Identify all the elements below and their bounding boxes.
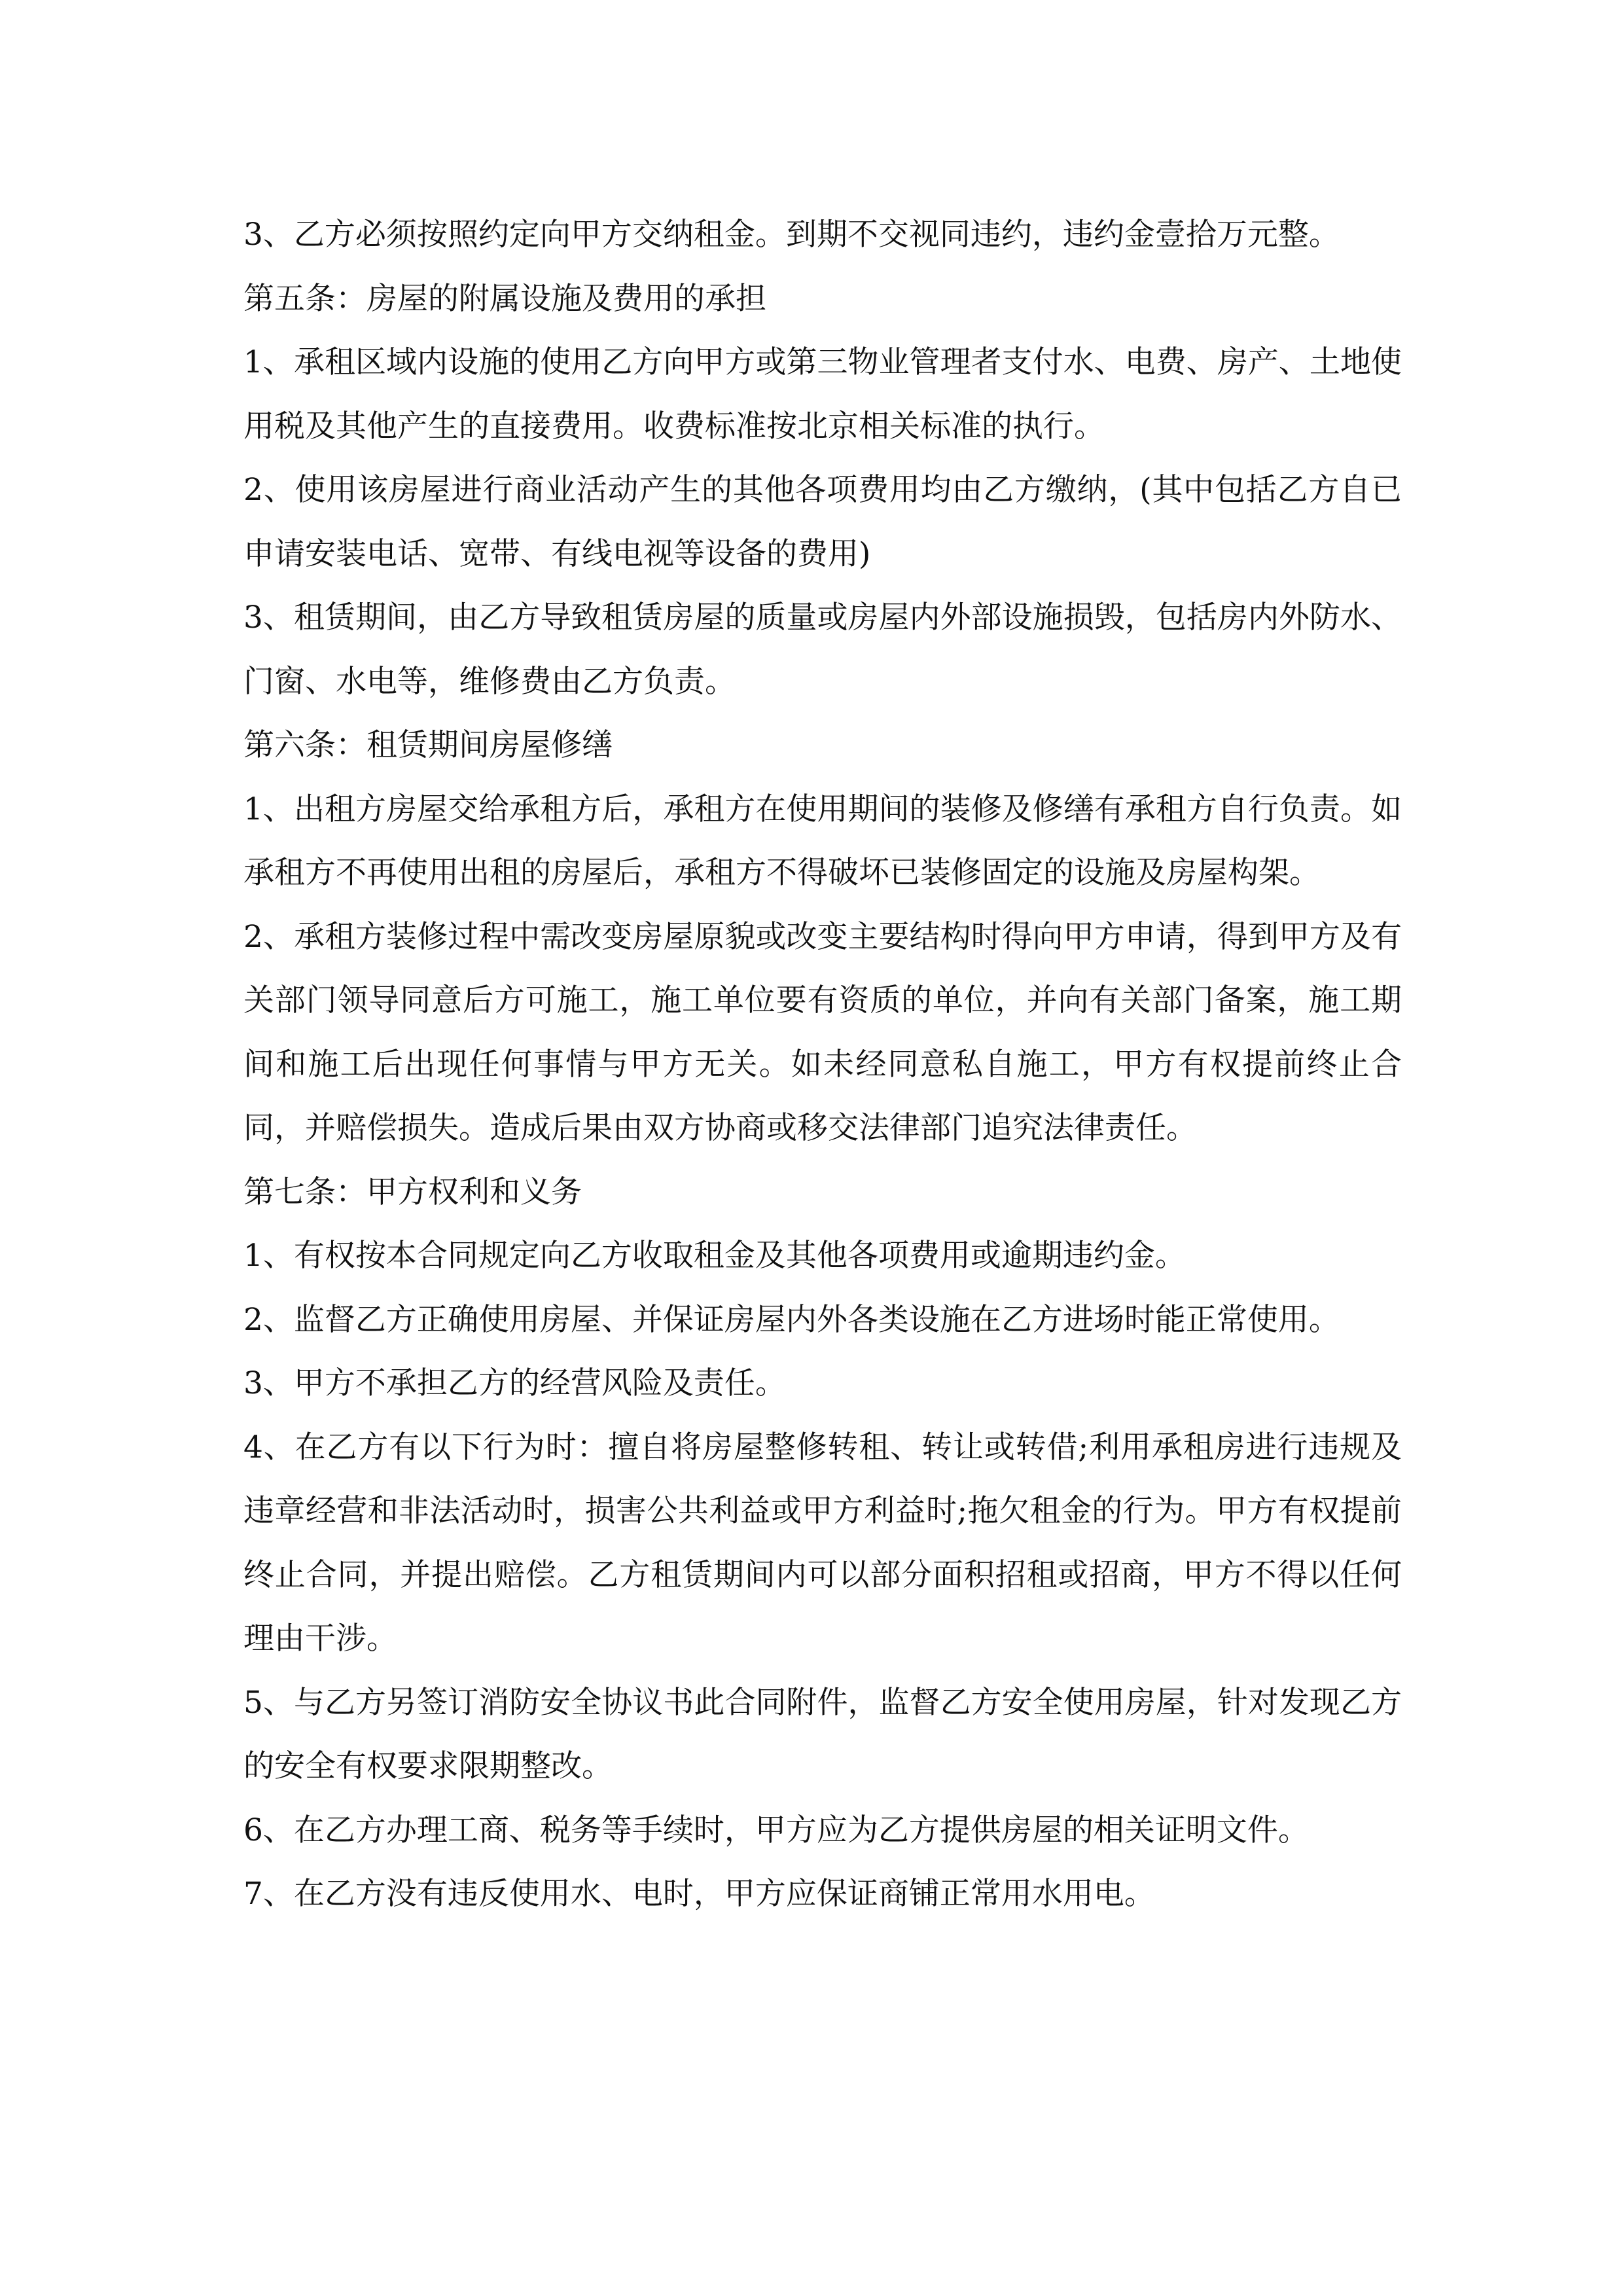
article-7-item-3: 3、甲方不承担乙方的经营风险及责任。 bbox=[243, 1365, 786, 1401]
article-7-heading: 第七条：甲方权利和义务 bbox=[243, 1174, 582, 1210]
clause-4-item-3: 3、乙方必须按照约定向甲方交纳租金。到期不交视同违约，违约金壹拾万元整。 bbox=[243, 217, 1340, 253]
article-5-heading: 第五条：房屋的附属设施及费用的承担 bbox=[243, 280, 766, 317]
article-7-item-1: 1、有权按本合同规定向乙方收取租金及其他各项费用或逾期违约金。 bbox=[243, 1238, 1186, 1274]
article-5-item-2: 2、使用该房屋进行商业活动产生的其他各项费用均由乙方缴纳，(其中包括乙方自已申请安装电话、宽带、有线电视等设备的费用) bbox=[243, 472, 1402, 572]
article-5-item-3: 3、租赁期间，由乙方导致租赁房屋的质量或房屋内外部设施损毁，包括房内外防水、门窗、水电等，维修费由乙方负责。 bbox=[243, 600, 1402, 700]
article-7-item-7: 7、在乙方没有违反使用水、电时，甲方应保证商铺正常用水用电。 bbox=[243, 1876, 1155, 1912]
article-6-item-2: 2、承租方装修过程中需改变房屋原貌或改变主要结构时得向甲方申请，得到甲方及有关部门领导同意后方可施工，施工单位要有资质的单位，并向有关部门备案，施工期间和施工后出现任何事情与甲方无关。如未经同意私自施工，甲方有权提前终止合同，并赔偿损失。造成后果由双方协商或移交法律部门追究法律责任。 bbox=[243, 918, 1402, 1146]
article-5-item-1: 1、承租区域内设施的使用乙方向甲方或第三物业管理者支付水、电费、房产、土地使用税及其他产生的直接费用。收费标准按北京相关标准的执行。 bbox=[243, 344, 1402, 444]
document-page bbox=[243, 203, 1402, 1926]
article-7-item-5: 5、与乙方另签订消防安全协议书此合同附件，监督乙方安全使用房屋，针对发现乙方的安全有权要求限期整改。 bbox=[243, 1684, 1402, 1784]
article-7-item-6: 6、在乙方办理工商、税务等手续时，甲方应为乙方提供房屋的相关证明文件。 bbox=[243, 1812, 1309, 1848]
article-6-heading: 第六条：租赁期间房屋修缮 bbox=[243, 727, 613, 763]
article-7-item-4: 4、在乙方有以下行为时：擅自将房屋整修转租、转让或转借;利用承租房进行违规及违章经营和非法活动时，损害公共利益或甲方利益时;拖欠租金的行为。甲方有权提前终止合同，并提出赔偿。乙方租赁期间内可以部分面积招租或招商，甲方不得以任何理由干涉。 bbox=[243, 1429, 1402, 1657]
article-6-item-1: 1、出租方房屋交给承租方后，承租方在使用期间的装修及修缮有承租方自行负责。如承租方不再使用出租的房屋后，承租方不得破坏已装修固定的设施及房屋构架。 bbox=[243, 791, 1402, 891]
article-7-item-2: 2、监督乙方正确使用房屋、并保证房屋内外各类设施在乙方进场时能正常使用。 bbox=[243, 1301, 1340, 1338]
